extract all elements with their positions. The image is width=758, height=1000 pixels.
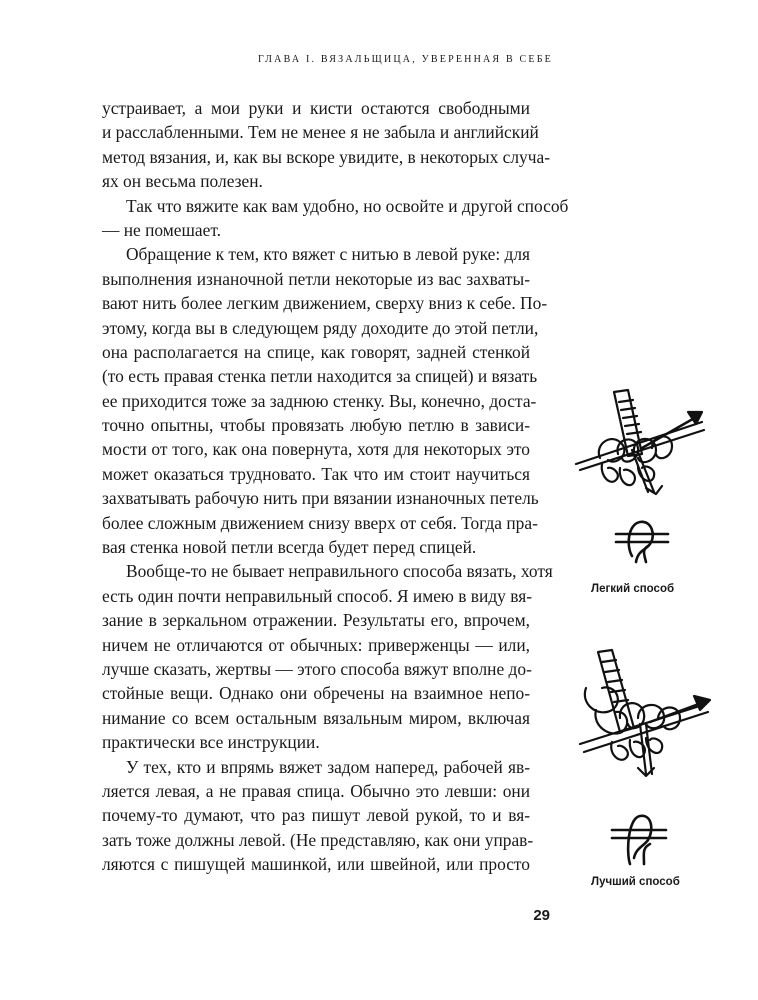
text-line: (то есть правая стенка петли находится за спицей) и вязать — [102, 366, 538, 387]
knitting-needles-illustration-best — [576, 648, 726, 778]
caption-easy-method: Легкий способ — [591, 583, 675, 595]
text-line: этому, когда вы в следующем ряду доходите до этой петли, — [102, 317, 539, 338]
text-line: лучше сказать, жертвы — этого способа вяжут вполне до- — [102, 658, 532, 679]
text-line: ляется левая, а не правая спица. Обычно это левши: они — [102, 780, 530, 801]
text-line: зание в зеркальном отражении. Результаты его, впрочем, — [102, 610, 530, 631]
text-line: — не помешает. — [102, 219, 221, 240]
text-line: Обращение к тем, кто вяжет с нитью в левой руке: для — [126, 244, 531, 265]
text-line: есть один почти неправильный способ. Я имею в виду вя- — [102, 585, 532, 606]
loop-diagram-easy-icon — [612, 516, 672, 566]
text-line: Так что вяжите как вам удобно, но освойте и другой способ — [126, 195, 569, 216]
text-line: может оказаться трудновато. Так что им стоит научиться — [102, 463, 530, 484]
text-line: мости от того, как она повернута, хотя для некоторых это — [102, 439, 530, 460]
text-line: ляются с пишущей машинкой, или швейной, или просто — [102, 854, 530, 875]
text-line: Вообще-то не бывает неправильного способа вязать, хотя — [126, 561, 553, 582]
text-line: метод вязания, и, как вы вскоре увидите, в некоторых случа- — [102, 146, 550, 167]
caption-best-method: Лучший способ — [591, 876, 680, 888]
loop-diagram-best-icon — [608, 808, 672, 868]
running-header: ГЛАВА I. ВЯЗАЛЬЩИЦА, УВЕРЕННАЯ В СЕБЕ — [257, 54, 553, 65]
text-line: более сложным движением снизу вверх от себя. Тогда пра- — [102, 512, 538, 533]
text-line: захватывать рабочую нить при вязании изнаночных петель — [102, 488, 539, 509]
text-line: практически все инструкции. — [102, 732, 320, 753]
knitting-needles-illustration-easy — [572, 388, 722, 498]
text-line: У тех, кто и впрямь вяжет задом наперед, рабочей яв- — [126, 756, 530, 777]
text-line: вают нить более легким движением, сверху вниз к себе. По- — [102, 293, 548, 314]
text-line: она располагается на спице, как говорят, задней стенкой — [102, 341, 530, 362]
text-line: зать тоже должны левой. (Не представляю, как они управ- — [102, 829, 534, 850]
text-line: выполнения изнаночной петли некоторые из вас захваты- — [102, 268, 530, 289]
page-number: 29 — [533, 907, 550, 924]
body-text — [102, 96, 569, 877]
text-line: и расслабленными. Тем не менее я не забыла и английский — [102, 122, 539, 143]
text-line: нимание со всем остальным вязальным миром, включая — [102, 707, 530, 728]
text-line: устраивает, а мои руки и кисти остаются свободными — [102, 98, 530, 118]
text-line: ничем не отличаются от обычных: приверженцы — или, — [102, 634, 530, 655]
text-line: почему-то думают, что раз пишут левой рукой, то и вя- — [102, 805, 530, 826]
text-line: ее приходится тоже за заднюю стенку. Вы, конечно, доста- — [102, 390, 537, 411]
text-line: стойные вещи. Однако они обречены на взаимное непо- — [102, 683, 530, 704]
text-line: вая стенка новой петли всегда будет перед спицей. — [102, 537, 477, 558]
text-line: ях он весьма полезен. — [102, 171, 263, 192]
text-line: точно опытны, чтобы провязать любую петлю в зависи- — [102, 415, 530, 436]
